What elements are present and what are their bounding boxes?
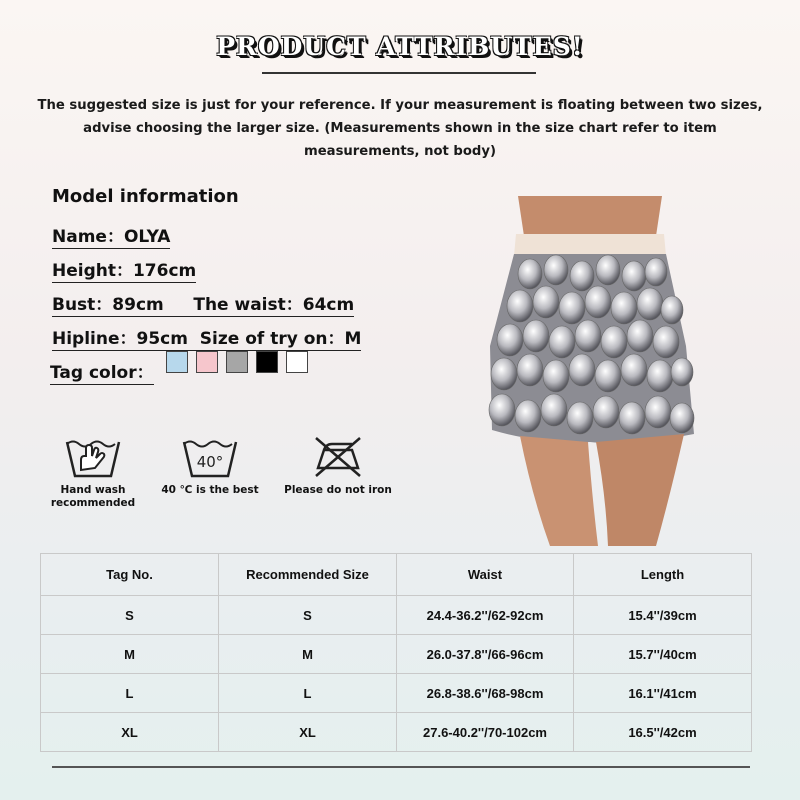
- cell-size: M: [219, 635, 397, 674]
- swatch-gray: [226, 351, 248, 373]
- table-row: [41, 596, 752, 635]
- size-table: [40, 553, 752, 752]
- tag-color-label: Tag color：: [50, 358, 154, 385]
- model-height: Height：176cm: [52, 256, 196, 283]
- swatch-pink: [196, 351, 218, 373]
- care-label: 40 ℃ is the best: [161, 484, 259, 496]
- left-leg: [520, 436, 598, 546]
- bottom-rule: [52, 766, 750, 768]
- cell-size: XL: [219, 713, 397, 752]
- product-photo: [480, 196, 700, 546]
- header-length: Length: [574, 554, 752, 596]
- right-leg: [596, 434, 684, 546]
- cell-size: L: [219, 674, 397, 713]
- swatch-light-blue: [166, 351, 188, 373]
- wash-40-icon: [180, 432, 240, 480]
- model-name: Name：OLYA: [52, 222, 170, 249]
- cell-waist: 26.0-37.8''/66-96cm: [397, 635, 574, 674]
- cell-waist: 26.8-38.6''/68-98cm: [397, 674, 574, 713]
- care-label: Please do not iron: [284, 484, 392, 496]
- cell-length: 15.4''/39cm: [574, 596, 752, 635]
- cell-length: 16.5''/42cm: [574, 713, 752, 752]
- waistband: [514, 234, 666, 256]
- tag-color-swatches: [166, 351, 308, 373]
- title-underline: [262, 72, 536, 74]
- size-note: The suggested size is just for your reference. If your measurement is floating between two sizes, advise choosing the larger size. (Measurements shown in the size chart refer to item measurements, not body): [37, 98, 763, 159]
- care-wash-40: [150, 432, 270, 497]
- care-do-not-iron: [278, 432, 398, 497]
- cell-tag: XL: [41, 713, 219, 752]
- model-bust-waist: Bust：89cm The waist：64cm: [52, 290, 354, 317]
- cell-waist: 27.6-40.2''/70-102cm: [397, 713, 574, 752]
- header-tag-no: Tag No.: [41, 554, 219, 596]
- do-not-iron-icon: [308, 432, 368, 480]
- cell-length: 15.7''/40cm: [574, 635, 752, 674]
- header-waist: Waist: [397, 554, 574, 596]
- hand-wash-icon: [63, 432, 123, 480]
- size-chart: [40, 553, 752, 752]
- model-heading: Model information: [52, 186, 239, 207]
- cell-size: S: [219, 596, 397, 635]
- care-label: Hand wash recommended: [50, 484, 136, 509]
- table-row: [41, 674, 752, 713]
- swatch-white: [286, 351, 308, 373]
- page-title: PRODUCT ATTRIBUTES!: [216, 32, 584, 61]
- cell-tag: S: [41, 596, 219, 635]
- table-row: [41, 713, 752, 752]
- cell-waist: 24.4-36.2''/62-92cm: [397, 596, 574, 635]
- cell-length: 16.1''/41cm: [574, 674, 752, 713]
- header-recommended-size: Recommended Size: [219, 554, 397, 596]
- model-hip-size: Hipline：95cm Size of try on：M: [52, 324, 361, 351]
- swatch-black: [256, 351, 278, 373]
- cell-tag: M: [41, 635, 219, 674]
- table-row: [41, 635, 752, 674]
- table-header-row: [41, 554, 752, 596]
- cell-tag: L: [41, 674, 219, 713]
- care-hand-wash: [33, 432, 153, 510]
- torso: [518, 196, 662, 236]
- title-wrap: [0, 32, 800, 61]
- wash-temp: 40°: [196, 453, 224, 471]
